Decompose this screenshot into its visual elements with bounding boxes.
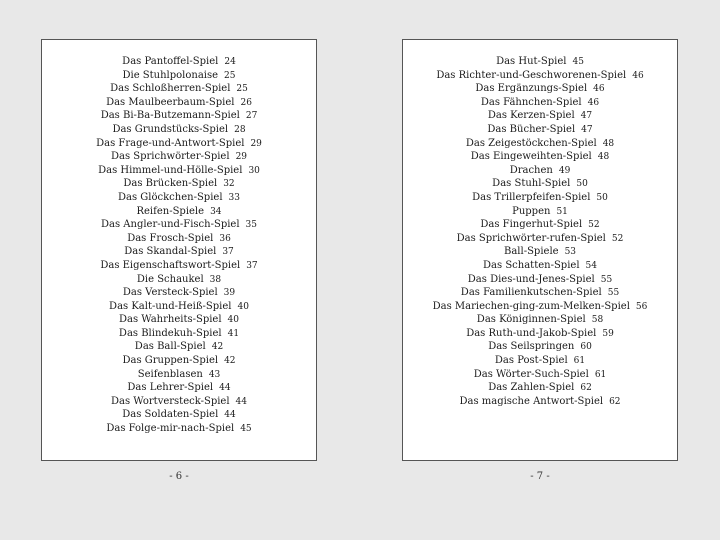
toc-entry-page: 38 <box>209 274 222 285</box>
toc-entry-title: Das Schatten-Spiel <box>483 259 580 271</box>
toc-entry-title: Das Blindekuh-Spiel <box>118 327 222 339</box>
toc-entry-title: Das Frage-und-Antwort-Spiel <box>96 137 245 149</box>
toc-entry-page: 46 <box>587 97 600 108</box>
toc-entry <box>403 286 677 300</box>
toc-entry-title: Das Eingeweihten-Spiel <box>470 151 592 163</box>
toc-entry-title: Puppen <box>512 205 551 217</box>
toc-entry-page: 33 <box>228 192 240 203</box>
toc-entry-page: 48 <box>602 138 615 149</box>
toc-entry-title: Das Familienkutschen-Spiel <box>460 287 602 299</box>
toc-entry-title: Das Sprichwörter-rufen-Spiel <box>456 232 606 244</box>
toc-entry-page: 61 <box>573 356 586 367</box>
toc-entry-page: 52 <box>611 233 624 244</box>
toc-entry <box>42 137 316 151</box>
toc-entry <box>42 109 316 123</box>
toc-entry <box>42 327 316 341</box>
toc-entry <box>42 313 316 327</box>
toc-entry-page: 29 <box>235 152 248 163</box>
toc-entry-title: Das Stuhl-Spiel <box>492 178 571 190</box>
toc-entry <box>403 191 677 205</box>
toc-entry-title: Das Grundstücks-Spiel <box>112 123 229 135</box>
toc-entry <box>403 205 677 219</box>
toc-entry-title: Das Maulbeerbaum-Spiel <box>106 96 235 108</box>
toc-entry <box>403 55 677 69</box>
toc-entry-page: 45 <box>572 57 584 67</box>
toc-entry-title: Das Zahlen-Spiel <box>488 382 575 394</box>
toc-entry <box>403 300 677 314</box>
toc-entry <box>42 55 316 69</box>
toc-entry <box>403 96 677 110</box>
toc-entry-title: Das Versteck-Spiel <box>122 287 218 299</box>
toc-entry <box>42 164 316 178</box>
toc-entry <box>42 408 316 422</box>
toc-entry-page: 41 <box>227 328 240 339</box>
toc-entry <box>403 137 677 151</box>
page-number-right: - 7 - <box>530 471 550 482</box>
toc-entry-page: 26 <box>240 97 252 108</box>
toc-entry-title: Das Fingerhut-Spiel <box>480 219 583 231</box>
toc-entry-page: 28 <box>234 124 246 135</box>
toc-entry <box>403 69 677 83</box>
toc-entry-page: 58 <box>591 315 604 326</box>
toc-entry <box>42 286 316 300</box>
toc-entry <box>42 300 316 314</box>
toc-entry-title: Die Stuhlpolonaise <box>122 69 219 81</box>
toc-entry <box>42 96 316 110</box>
toc-entry-page: 44 <box>235 396 247 407</box>
toc-entry <box>42 381 316 395</box>
toc-entry <box>42 123 316 137</box>
toc-entry <box>403 232 677 246</box>
toc-entry-title: Das Frosch-Spiel <box>127 232 214 244</box>
toc-entry <box>42 69 316 83</box>
toc-entry-page: 35 <box>245 220 257 231</box>
toc-entry-title: Das Dies-und-Jenes-Spiel <box>467 273 595 285</box>
toc-entry-title: Das Soldaten-Spiel <box>122 409 219 421</box>
toc-entry-title: Das Eigenschaftswort-Spiel <box>100 259 241 271</box>
toc-entry-page: 51 <box>556 206 568 217</box>
toc-entry <box>403 273 677 287</box>
toc-entry-page: 40 <box>227 315 239 326</box>
toc-entry-page: 45 <box>240 424 252 435</box>
toc-entry-title: Das Gruppen-Spiel <box>122 355 219 367</box>
toc-entry <box>403 395 677 409</box>
toc-entry-title: Das Wörter-Such-Spiel <box>473 368 589 380</box>
toc-entry-title: Ball-Spiele <box>503 246 559 258</box>
toc-entry-page: 52 <box>588 220 600 231</box>
toc-entry-page: 29 <box>250 138 262 149</box>
toc-list-right <box>403 55 677 408</box>
toc-entry <box>403 82 677 96</box>
page-number-left: - 6 - <box>169 471 189 482</box>
toc-entry-page: 25 <box>236 84 248 95</box>
toc-entry-title: Das Ball-Spiel <box>134 341 206 353</box>
toc-entry-page: 25 <box>224 70 236 81</box>
toc-entry-page: 62 <box>580 383 592 394</box>
toc-entry-page: 50 <box>576 179 588 190</box>
toc-entry <box>403 259 677 273</box>
toc-entry <box>403 177 677 191</box>
toc-entry-page: 30 <box>248 165 260 176</box>
toc-entry-page: 34 <box>210 206 222 217</box>
toc-entry-page: 24 <box>224 57 236 67</box>
toc-entry-title: Das Angler-und-Fisch-Spiel <box>101 219 240 231</box>
toc-entry-page: 53 <box>564 247 577 258</box>
toc-entry-title: Das Post-Spiel <box>494 355 568 367</box>
toc-entry-page: 46 <box>632 70 644 81</box>
toc-entry-title: Drachen <box>509 164 553 176</box>
toc-entry-page: 27 <box>245 111 258 122</box>
toc-entry <box>403 245 677 259</box>
toc-entry-page: 47 <box>580 111 593 122</box>
toc-entry <box>42 273 316 287</box>
toc-entry-page: 61 <box>594 369 607 380</box>
toc-entry-page: 37 <box>222 247 234 258</box>
toc-entry-page: 44 <box>219 383 231 394</box>
toc-list-left <box>42 55 316 436</box>
toc-entry-page: 46 <box>593 84 605 95</box>
toc-entry-title: Reifen-Spiele <box>136 205 205 217</box>
toc-entry <box>403 123 677 137</box>
toc-entry <box>42 191 316 205</box>
toc-entry <box>403 218 677 232</box>
toc-entry <box>42 354 316 368</box>
toc-entry-page: 60 <box>580 342 592 353</box>
toc-entry <box>42 395 316 409</box>
toc-entry <box>42 177 316 191</box>
toc-entry-page: 49 <box>558 165 571 176</box>
toc-entry <box>42 150 316 164</box>
toc-entry-title: Das magische Antwort-Spiel <box>459 395 604 407</box>
toc-entry <box>403 164 677 178</box>
toc-entry-title: Das Wahrheits-Spiel <box>119 314 222 326</box>
toc-entry-title: Das Lehrer-Spiel <box>127 382 214 394</box>
toc-entry-title: Das Brücken-Spiel <box>123 178 218 190</box>
toc-entry-title: Das Wortversteck-Spiel <box>110 395 230 407</box>
toc-entry-title: Das Königinnen-Spiel <box>476 314 586 326</box>
toc-entry <box>403 340 677 354</box>
toc-entry-page: 48 <box>597 152 610 163</box>
left-page <box>41 39 317 461</box>
toc-entry-title: Das Glöckchen-Spiel <box>118 191 223 203</box>
toc-entry-page: 59 <box>602 328 614 339</box>
toc-entry-page: 32 <box>223 179 235 190</box>
toc-entry <box>42 368 316 382</box>
toc-entry-title: Das Folge-mir-nach-Spiel <box>106 423 235 435</box>
toc-entry-title: Das Kerzen-Spiel <box>487 110 575 122</box>
toc-entry <box>403 381 677 395</box>
toc-entry <box>403 368 677 382</box>
toc-entry-title: Das Sprichwörter-Spiel <box>110 151 230 163</box>
toc-entry-page: 44 <box>224 410 236 421</box>
toc-entry <box>403 313 677 327</box>
toc-entry-page: 36 <box>219 233 231 244</box>
toc-entry-title: Das Bücher-Spiel <box>487 123 576 135</box>
toc-entry <box>42 259 316 273</box>
toc-entry-title: Das Mariechen-ging-zum-Melken-Spiel <box>432 300 630 312</box>
toc-entry-title: Das Ergänzungs-Spiel <box>475 83 588 95</box>
toc-entry-page: 55 <box>607 288 620 299</box>
toc-entry-page: 55 <box>600 274 613 285</box>
toc-entry-page: 56 <box>635 301 648 312</box>
toc-entry-page: 40 <box>237 301 249 312</box>
toc-entry <box>42 340 316 354</box>
toc-entry <box>42 205 316 219</box>
toc-entry-title: Das Hut-Spiel <box>496 56 567 67</box>
toc-entry <box>42 232 316 246</box>
toc-entry <box>42 245 316 259</box>
toc-entry-page: 62 <box>609 396 621 407</box>
toc-entry-title: Das Kalt-und-Heiß-Spiel <box>109 300 232 312</box>
right-page <box>402 39 678 461</box>
toc-entry-title: Das Ruth-und-Jakob-Spiel <box>466 327 597 339</box>
toc-entry-title: Das Trillerpfeifen-Spiel <box>472 191 591 203</box>
toc-entry <box>403 354 677 368</box>
toc-entry-page: 50 <box>596 192 608 203</box>
toc-entry-title: Das Fähnchen-Spiel <box>480 96 582 108</box>
toc-entry-title: Die Schaukel <box>136 273 204 285</box>
toc-entry-title: Das Zeigestöckchen-Spiel <box>465 137 597 149</box>
toc-entry-page: 43 <box>208 369 221 380</box>
toc-entry-title: Das Bi-Ba-Butzemann-Spiel <box>100 110 240 122</box>
toc-entry <box>42 82 316 96</box>
toc-entry <box>403 327 677 341</box>
toc-entry <box>42 422 316 436</box>
toc-entry <box>403 109 677 123</box>
toc-entry-title: Das Skandal-Spiel <box>124 246 217 258</box>
toc-entry-title: Das Seilspringen <box>488 341 575 353</box>
toc-entry-page: 54 <box>585 260 597 271</box>
toc-entry-title: Das Richter-und-Geschworenen-Spiel <box>436 69 627 81</box>
toc-entry-page: 37 <box>246 260 258 271</box>
toc-entry-page: 39 <box>223 288 236 299</box>
toc-entry-page: 47 <box>581 124 593 135</box>
toc-entry <box>42 218 316 232</box>
toc-entry-title: Seifenblasen <box>137 368 203 380</box>
toc-entry-title: Das Schloßherren-Spiel <box>110 83 231 95</box>
toc-entry-page: 42 <box>224 356 236 367</box>
toc-entry <box>403 150 677 164</box>
toc-entry-page: 42 <box>211 342 224 353</box>
toc-entry-title: Das Pantoffel-Spiel <box>122 56 219 67</box>
toc-entry-title: Das Himmel-und-Hölle-Spiel <box>98 164 243 176</box>
